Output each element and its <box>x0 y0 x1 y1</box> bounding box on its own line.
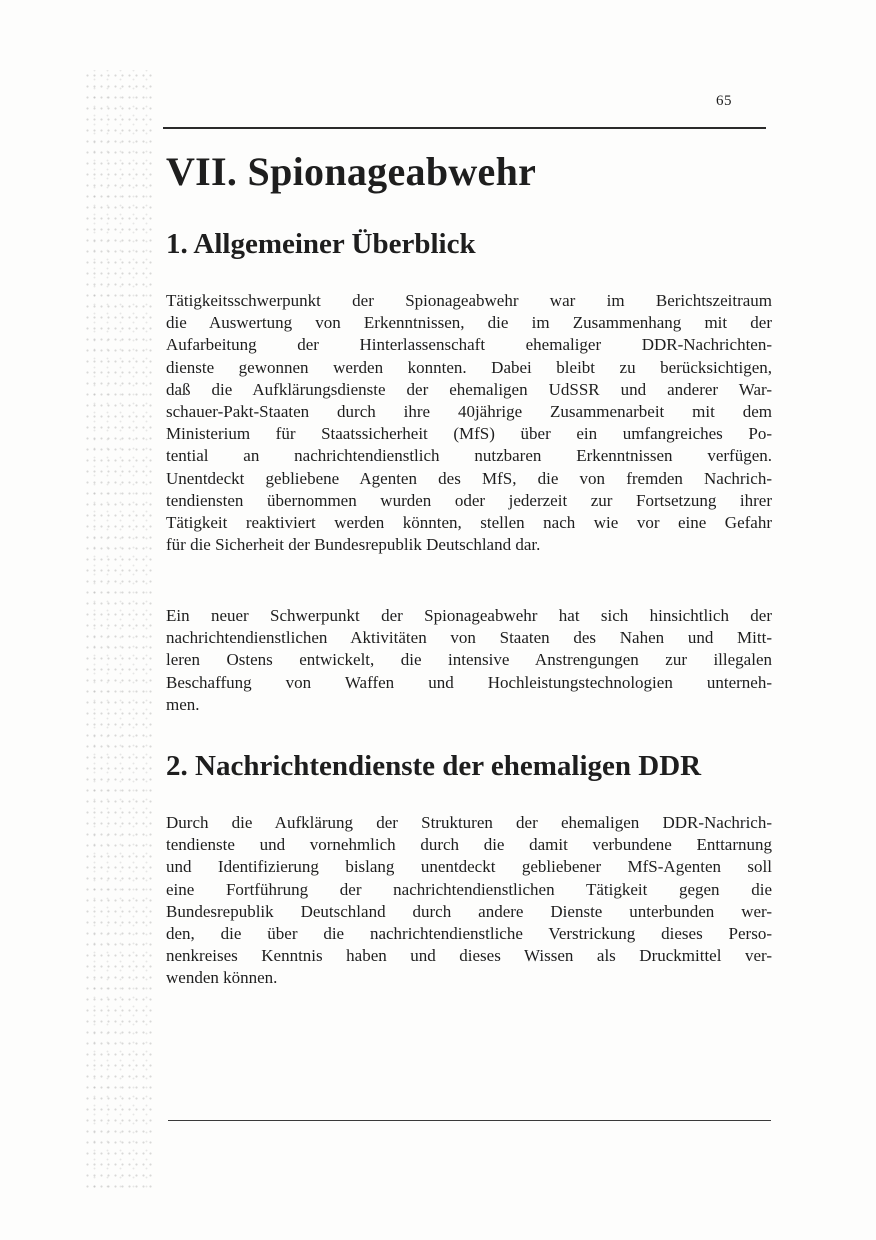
section-title-overview: 1. Allgemeiner Überblick <box>166 228 476 260</box>
header-rule <box>163 127 766 129</box>
scan-edge-noise <box>84 70 154 1190</box>
text-line: Tätigkeitsschwerpunkt der Spionageabwehr war im Berichtszeitraum <box>166 291 772 310</box>
text-line: den, die über die nachrichtendienstliche Verstrickung dieses Perso- <box>166 923 772 943</box>
section-title-ddr-services: 2. Nachrichtendienste der ehemaligen DDR <box>166 750 702 782</box>
text-line: Tätigkeit reaktiviert werden könnten, stellen nach wie vor eine Gefahr <box>166 512 772 532</box>
paragraph-overview-2 <box>166 605 772 716</box>
text-line: Aufarbeitung der Hinterlassenschaft ehemaliger DDR-Nachrichten- <box>166 335 772 355</box>
text-line: wenden können. <box>166 968 278 988</box>
text-line: daß die Aufklärungsdienste der ehemaligen UdSSR und anderer War- <box>166 379 772 399</box>
text-line: Durch die Aufklärung der Strukturen der ehemaligen DDR-Nachrich- <box>166 813 772 832</box>
text-line: und Identifizierung bislang unentdeckt gebliebener MfS-Agenten soll <box>166 857 772 877</box>
text-line: für die Sicherheit der Bundesrepublik Deutschland dar. <box>166 535 541 555</box>
chapter-title: VII. Spionageabwehr <box>166 149 537 194</box>
text-line: Ein neuer Schwerpunkt der Spionageabwehr hat sich hinsichtlich der <box>166 606 772 625</box>
text-line: Beschaffung von Waffen und Hochleistungstechnologien unterneh- <box>166 672 772 692</box>
text-line: tential an nachrichtendienstlich nutzbaren Erkenntnissen verfügen. <box>166 446 772 466</box>
text-line: men. <box>166 694 200 714</box>
text-line: tendiensten übernommen wurden oder jederzeit zur Fortsetzung ihrer <box>166 490 772 510</box>
text-line: schauer-Pakt-Staaten durch ihre 40jährige Zusammenarbeit mit dem <box>166 401 772 421</box>
text-line: tendienste und vornehmlich durch die damit verbundene Enttarnung <box>166 835 772 855</box>
paragraph-ddr-services-1 <box>166 812 772 990</box>
page-number: 65 <box>716 93 732 109</box>
text-line: die Auswertung von Erkenntnissen, die im Zusammenhang mit der <box>166 313 772 333</box>
text-line: Bundesrepublik Deutschland durch andere Dienste unterbunden wer- <box>166 901 772 921</box>
paragraph-overview-1 <box>166 290 772 556</box>
text-line: dienste gewonnen werden konnten. Dabei bleibt zu berücksichtigen, <box>166 357 772 377</box>
text-line: nenkreises Kenntnis haben und dieses Wissen als Druckmittel ver- <box>166 946 772 966</box>
text-line: nachrichtendienstlichen Aktivitäten von Staaten des Nahen und Mitt- <box>166 628 772 648</box>
footer-rule <box>168 1120 771 1121</box>
text-line: leren Ostens entwickelt, die intensive Anstrengungen zur illegalen <box>166 650 772 670</box>
text-line: Unentdeckt gebliebene Agenten des MfS, die von fremden Nachrich- <box>166 468 772 488</box>
text-line: eine Fortführung der nachrichtendienstlichen Tätigkeit gegen die <box>166 879 772 899</box>
text-line: Ministerium für Staatssicherheit (MfS) über ein umfangreiches Po- <box>166 424 772 444</box>
